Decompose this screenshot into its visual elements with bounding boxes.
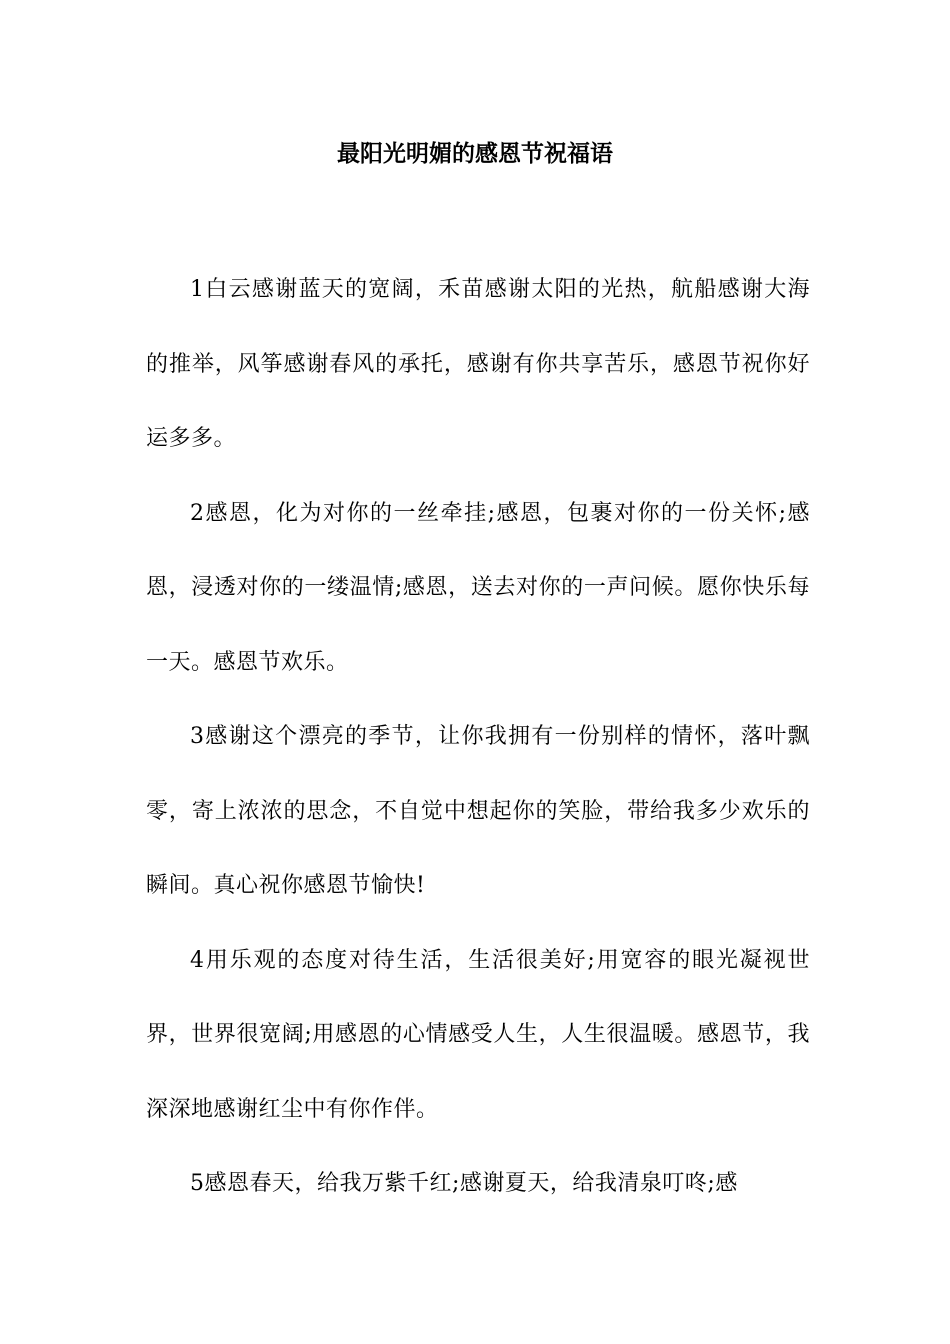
paragraph-5: 5感恩春天，给我万紫千红;感谢夏天，给我清泉叮咚;感	[190, 1171, 738, 1196]
paragraph-4: 4用乐观的态度对待生活，生活很美好;用宽容的眼光凝视世界，世界很宽阔;用感恩的心情感受人生，人生很温暖。感恩节，我深深地感谢红尘中有你作伴。	[146, 947, 810, 1122]
page-title: 最阳光明媚的感恩节祝福语	[337, 141, 613, 167]
paragraph-3: 3感谢这个漂亮的季节，让你我拥有一份别样的情怀，落叶飘零，寄上浓浓的思念，不自觉中想起你的笑脸，带给我多少欢乐的瞬间。真心祝你感恩节愉快!	[146, 724, 810, 898]
paragraph-1: 1白云感谢蓝天的宽阔，禾苗感谢太阳的光热，航船感谢大海的推举，风筝感谢春风的承托，感谢有你共享苦乐，感恩节祝你好运多多。	[146, 277, 810, 451]
paragraph-2: 2感恩，化为对你的一丝牵挂;感恩，包裹对你的一份关怀;感恩，浸透对你的一缕温情;感恩，送去对你的一声问候。愿你快乐每一天。感恩节欢乐。	[146, 500, 810, 675]
document-body	[146, 253, 810, 1222]
